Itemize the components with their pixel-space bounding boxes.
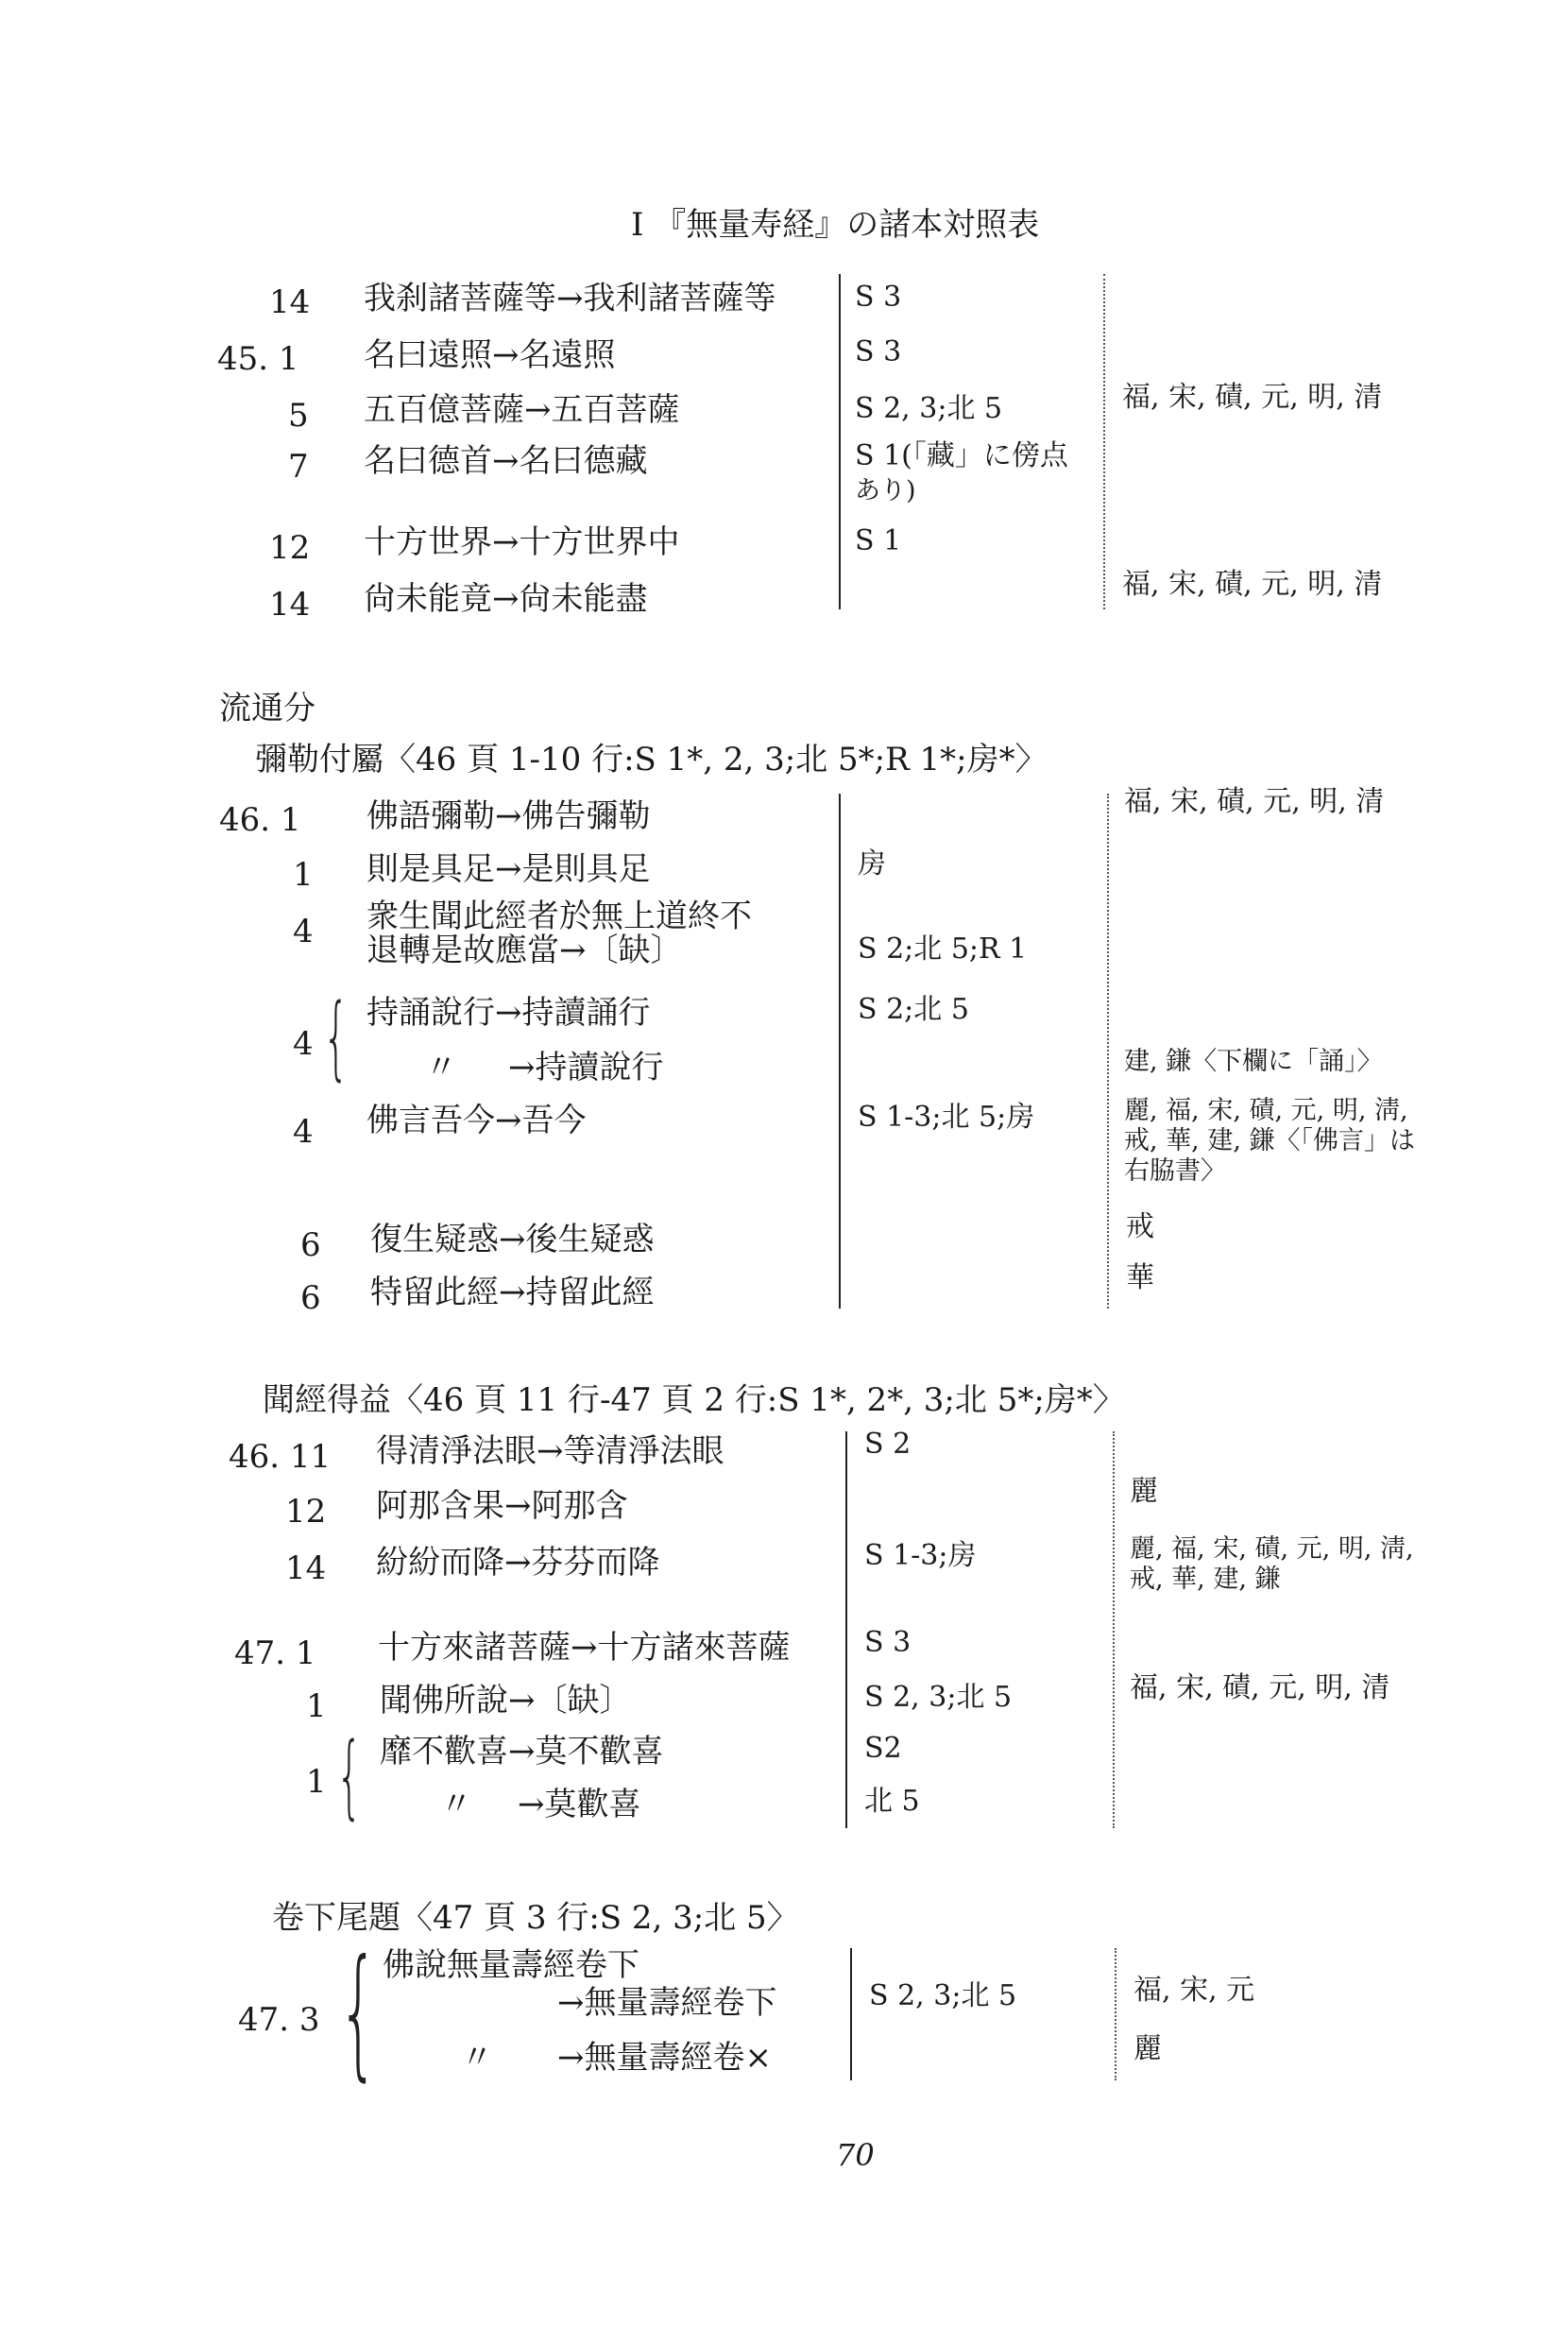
variant-text: 復生疑惑→後生疑惑 <box>370 1221 655 1258</box>
source-text: S 3 <box>855 335 902 368</box>
column-divider-dotted <box>1107 794 1109 1309</box>
variant-text: 十方來諸菩薩→十方諸來菩薩 <box>378 1629 791 1667</box>
edition-text-cont: 戒, 華, 建, 鎌 <box>1130 1565 1281 1594</box>
location: 6 <box>300 1226 321 1264</box>
variant-text: 特留此經→持留此經 <box>370 1274 655 1311</box>
source-text: S 2, 3;北 5 <box>855 392 1003 425</box>
edition-text: 福, 宋, 磧, 元, 明, 清 <box>1130 1671 1390 1704</box>
edition-text-cont: 右脇書〉 <box>1124 1156 1226 1186</box>
page-number: 70 <box>836 2137 875 2173</box>
location: 46. 11 <box>229 1438 332 1476</box>
source-text: S 1-3;北 5;房 <box>858 1101 1035 1134</box>
edition-text: 華 <box>1126 1261 1154 1294</box>
variant-text: 靡不歡喜→莫不歡喜 <box>380 1733 664 1771</box>
source-text: 房 <box>858 847 886 881</box>
variant-text: 我刹諸菩薩等→我利諸菩薩等 <box>364 280 776 317</box>
variant-text: →莫歡喜 <box>518 1786 641 1823</box>
source-text: S 1-3;房 <box>864 1539 977 1572</box>
edition-text: 麗, 福, 宋, 磧, 元, 明, 淸, <box>1130 1534 1414 1564</box>
source-text: S 1(「藏」に傍点 <box>855 439 1068 472</box>
edition-text: 建, 鎌〈下欄に「誦」〉 <box>1124 1047 1383 1076</box>
subsection-heading: 彌勒付屬〈46 頁 1-10 行:S 1*, 2, 3;北 5*;R 1*;房*〉 <box>255 741 1048 778</box>
variant-text: 名曰遠照→名遠照 <box>364 336 616 374</box>
variant-text: →無量壽經卷下 <box>557 1984 777 2022</box>
location: 14 <box>269 586 311 624</box>
variant-text: 尙未能竟→尙未能盡 <box>364 580 648 618</box>
location: 7 <box>288 448 309 486</box>
variant-text: 聞佛所說→〔缺〕 <box>380 1682 632 1720</box>
location: 46. 1 <box>219 801 301 839</box>
source-text: 北 5 <box>864 1785 920 1818</box>
variant-text: 十方世界→十方世界中 <box>364 523 680 561</box>
location: 5 <box>288 397 309 435</box>
edition-text-cont: 戒, 華, 建, 鎌〈「佛言」は <box>1124 1126 1415 1155</box>
variant-text: 得清淨法眼→等清淨法眼 <box>376 1432 724 1470</box>
subsection-heading: 卷下尾題〈47 頁 3 行:S 2, 3;北 5〉 <box>272 1899 799 1937</box>
edition-text: 麗 <box>1130 1475 1158 1508</box>
ditto-mark: 〃 <box>425 1049 457 1086</box>
ditto-mark: 〃 <box>440 1786 472 1823</box>
location: 4 <box>293 1113 314 1151</box>
edition-text: 麗, 福, 宋, 磧, 元, 明, 淸, <box>1124 1096 1408 1125</box>
brace-icon: { <box>338 1930 379 2095</box>
variant-text: 則是具足→是則具足 <box>366 850 651 888</box>
location: 47. 3 <box>238 2001 320 2039</box>
edition-text: 福, 宋, 磧, 元, 明, 清 <box>1124 785 1385 818</box>
location: 12 <box>285 1493 327 1531</box>
variant-text: 佛言吾今→吾今 <box>366 1102 587 1139</box>
brace-icon: { <box>336 1723 363 1829</box>
location: 12 <box>269 529 311 567</box>
location: 1 <box>306 1763 327 1801</box>
page-header: Ⅰ 『無量寿経』の諸本対照表 <box>631 206 1040 244</box>
variant-text: 佛說無量壽經卷下 <box>383 1946 639 1984</box>
location: 4 <box>293 1025 314 1063</box>
column-divider-dotted <box>1115 1948 1116 2080</box>
variant-text: 衆生聞此經者於無上道終不 <box>366 898 752 935</box>
source-text: S 2;北 5 <box>858 993 969 1026</box>
column-divider <box>839 794 841 1309</box>
edition-text: 福, 宋, 元 <box>1133 1974 1255 2007</box>
location: 47. 1 <box>234 1634 316 1672</box>
variant-text: 佛語彌勒→佛告彌勒 <box>366 797 651 835</box>
column-divider <box>839 274 841 609</box>
section-title: 流通分 <box>219 690 315 727</box>
location: 14 <box>285 1549 327 1587</box>
edition-text: 戒 <box>1126 1210 1154 1243</box>
location: 14 <box>269 283 311 321</box>
column-divider <box>845 1431 847 1828</box>
location: 45. 1 <box>217 340 299 378</box>
edition-text: 麗 <box>1133 2032 1162 2065</box>
column-divider <box>850 1948 852 2080</box>
variant-text-cont: 退轉是故應當→〔缺〕 <box>366 932 683 969</box>
variant-text: →無量壽經卷× <box>557 2039 772 2077</box>
ditto-mark: 〃 <box>461 2039 493 2077</box>
edition-text: 福, 宋, 磧, 元, 明, 清 <box>1122 381 1383 414</box>
brace-icon: { <box>323 984 349 1090</box>
edition-text: 福, 宋, 磧, 元, 明, 清 <box>1122 568 1383 601</box>
source-text: S 3 <box>855 281 902 314</box>
location: 6 <box>300 1279 321 1317</box>
location: 4 <box>293 913 314 950</box>
variant-text: →持讀說行 <box>508 1049 664 1086</box>
location: 1 <box>306 1687 327 1725</box>
source-text: S 3 <box>864 1626 912 1659</box>
variant-text: 持誦說行→持讀誦行 <box>366 994 651 1032</box>
subsection-heading: 聞經得益〈46 頁 11 行-47 頁 2 行:S 1*, 2*, 3;北 5*;房*〉 <box>263 1381 1125 1419</box>
source-text: S 1 <box>855 524 902 557</box>
source-text: S 2, 3;北 5 <box>864 1681 1013 1714</box>
variant-text: 阿那含果→阿那含 <box>376 1487 628 1525</box>
source-text: S2 <box>864 1732 902 1765</box>
source-text: S 2, 3;北 5 <box>869 1979 1017 2012</box>
location: 1 <box>293 856 314 894</box>
variant-text: 紛紛而降→芬芬而降 <box>376 1544 660 1582</box>
variant-text: 名曰德首→名曰德藏 <box>364 442 648 480</box>
column-divider-dotted <box>1113 1431 1115 1828</box>
source-text: S 2;北 5;R 1 <box>858 932 1028 966</box>
column-divider-dotted <box>1103 274 1105 609</box>
variant-text: 五百億菩薩→五百菩薩 <box>364 391 680 429</box>
source-text-cont: あり) <box>855 476 916 505</box>
source-text: S 2 <box>864 1428 912 1461</box>
